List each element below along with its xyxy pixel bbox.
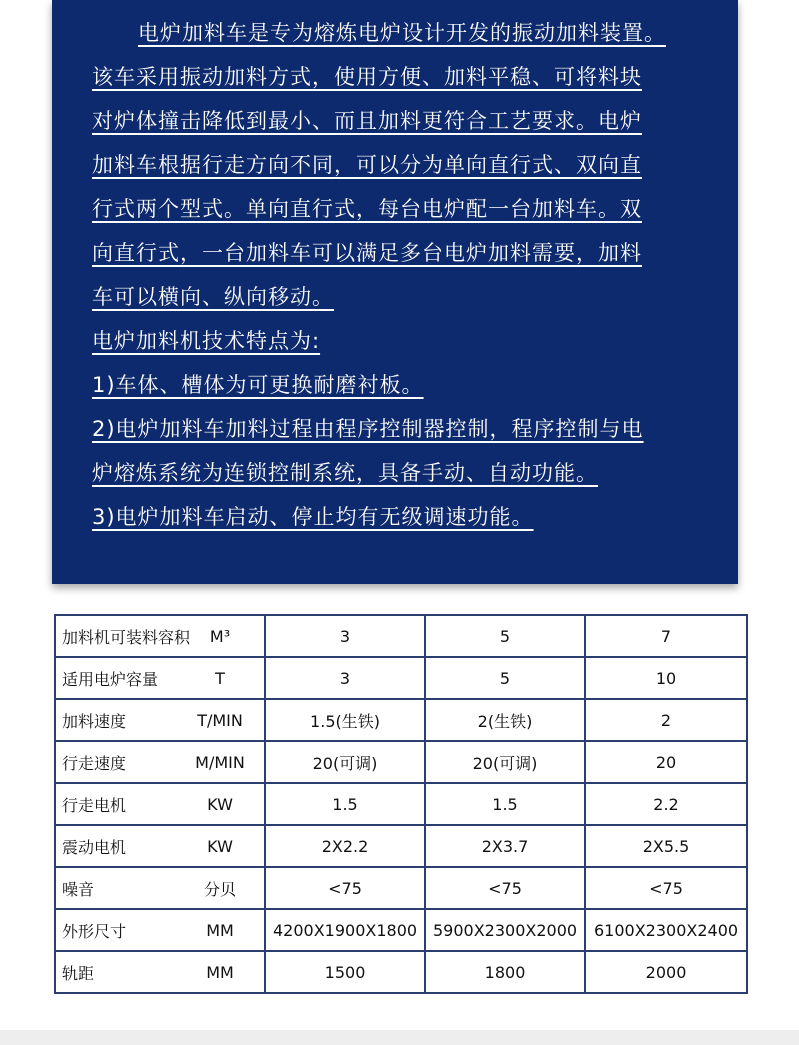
table-row [55,741,747,783]
value-cell: <75 [585,867,747,909]
table-row [55,657,747,699]
param-cell [55,699,265,741]
param-name: 外形尺寸 [62,921,127,941]
param-cell [55,657,265,699]
value-cell: 10 [585,657,747,699]
description-line: 该车采用振动加料方式，使用方便、加料平稳、可将料块 [92,65,642,89]
param-unit: T/MIN [197,710,243,730]
value-cell: 1.5 [425,783,585,825]
param-cell [55,615,265,657]
param-name: 适用电炉容量 [62,669,159,689]
table-row [55,699,747,741]
value-cell: 20(可调) [265,741,425,783]
value-cell: 2X5.5 [585,825,747,867]
value-cell: 5 [425,615,585,657]
table-row [55,825,747,867]
param-name: 轨距 [62,963,95,983]
param-name: 行走速度 [62,753,127,773]
value-cell: 20(可调) [425,741,585,783]
spec-table [54,614,748,994]
param-unit: M/MIN [195,752,245,772]
value-cell: 6100X2300X2400 [585,909,747,951]
param-name: 加料机可装料容积 [62,627,191,647]
table-row [55,909,747,951]
param-cell [55,741,265,783]
table-row [55,951,747,993]
value-cell: <75 [265,867,425,909]
value-cell: 1500 [265,951,425,993]
value-cell: 3 [265,657,425,699]
value-cell: 2X2.2 [265,825,425,867]
param-unit: KW [207,794,233,814]
value-cell: 1800 [425,951,585,993]
param-name: 行走电机 [62,795,127,815]
description-line: 对炉体撞击降低到最小、而且加料更符合工艺要求。电炉 [92,109,642,133]
value-cell: 1.5 [265,783,425,825]
param-unit: M³ [209,626,231,646]
param-unit: MM [206,920,234,940]
param-name: 震动电机 [62,837,127,857]
spec-table-body [55,615,747,993]
value-cell: 4200X1900X1800 [265,909,425,951]
table-row [55,615,747,657]
description-line: 加料车根据行走方向不同，可以分为单向直行式、双向直 [92,153,642,177]
param-name: 加料速度 [62,711,127,731]
feature-item: 炉熔炼系统为连锁控制系统，具备手动、自动功能。 [92,461,598,485]
description-line: 行式两个型式。单向直行式，每台电炉配一台加料车。双 [92,197,642,221]
value-cell: 20 [585,741,747,783]
value-cell: 2(生铁) [425,699,585,741]
value-cell: 7 [585,615,747,657]
param-unit: MM [206,962,234,982]
table-row [55,867,747,909]
param-unit: 分贝 [204,879,237,899]
param-cell [55,867,265,909]
param-unit: T [215,668,225,688]
table-row [55,783,747,825]
value-cell: <75 [425,867,585,909]
feature-item: 2)电炉加料车加料过程由程序控制器控制，程序控制与电 [92,417,644,441]
param-cell [55,783,265,825]
description-line: 电炉加料车是专为熔炼电炉设计开发的振动加料装置。 [138,21,666,45]
description-line: 向直行式，一台加料车可以满足多台电炉加料需要，加料 [92,241,642,265]
value-cell: 5900X2300X2000 [425,909,585,951]
value-cell: 5 [425,657,585,699]
param-name: 噪音 [62,879,95,899]
features-heading: 电炉加料机技术特点为: [92,329,321,353]
value-cell: 2X3.7 [425,825,585,867]
page-footer-strip [0,1030,799,1045]
value-cell: 2.2 [585,783,747,825]
feature-item: 1)车体、槽体为可更换耐磨衬板。 [92,373,424,397]
param-cell [55,909,265,951]
feature-item: 3)电炉加料车启动、停止均有无级调速功能。 [92,505,534,529]
value-cell: 1.5(生铁) [265,699,425,741]
description-line: 车可以横向、纵向移动。 [92,285,334,309]
param-cell [55,825,265,867]
value-cell: 2 [585,699,747,741]
value-cell: 2000 [585,951,747,993]
value-cell: 3 [265,615,425,657]
param-cell [55,951,265,993]
param-unit: KW [207,836,233,856]
